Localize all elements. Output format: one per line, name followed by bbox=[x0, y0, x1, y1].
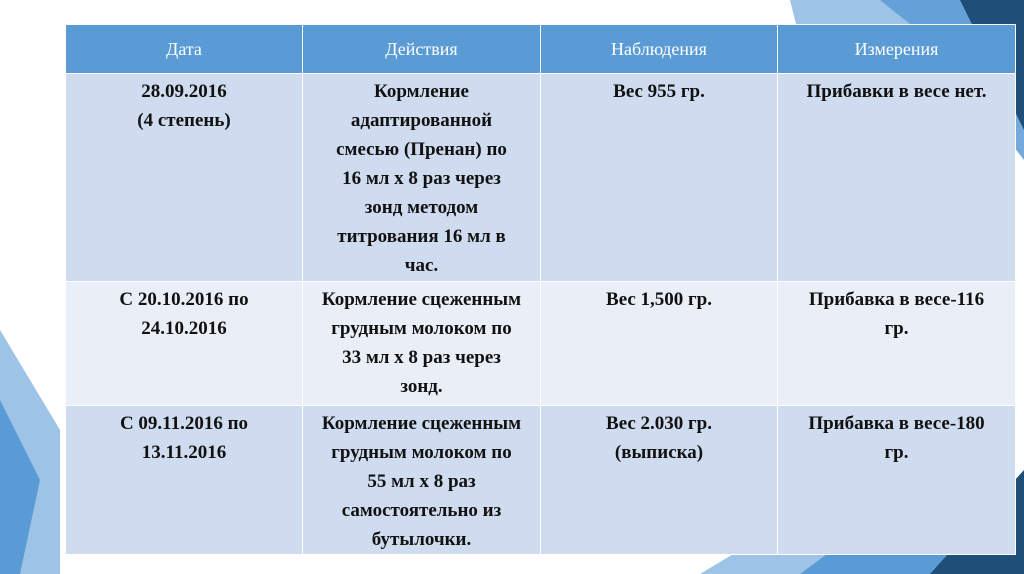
table-row bbox=[66, 74, 1016, 282]
cell-measurements-text: Прибавка в весе-116 гр. bbox=[808, 289, 985, 339]
cell-observations-text: Вес 955 гр. bbox=[613, 81, 705, 102]
column-header-observations: Наблюдения bbox=[541, 25, 778, 74]
cell-date bbox=[66, 282, 303, 406]
cell-measurements-text: Прибавка в весе-180 гр. bbox=[808, 413, 985, 463]
cell-observations bbox=[541, 406, 778, 555]
cell-actions bbox=[303, 282, 541, 406]
table-header-row bbox=[66, 25, 1016, 74]
column-header-date: Дата bbox=[66, 25, 303, 74]
cell-observations bbox=[541, 74, 778, 282]
cell-actions-text: Кормление сцеженным грудным молоком по 55 мл х 8 раз самостоятельно из бутылочки. bbox=[321, 413, 522, 550]
table-row bbox=[66, 406, 1016, 555]
cell-date-text: С 09.11.2016 по 13.11.2016 bbox=[119, 413, 249, 463]
cell-actions bbox=[303, 74, 541, 282]
cell-measurements bbox=[778, 406, 1016, 555]
cell-actions-text: Кормление адаптированной смесью (Пренан) по 16 мл х 8 раз через зонд методом титрования 16 мл в час. bbox=[336, 81, 507, 276]
cell-date bbox=[66, 74, 303, 282]
cell-date-text: 28.09.2016 (4 степень) bbox=[137, 81, 231, 131]
column-header-measurements: Измерения bbox=[778, 25, 1016, 74]
feeding-table bbox=[65, 24, 1016, 555]
cell-date bbox=[66, 406, 303, 555]
cell-actions bbox=[303, 406, 541, 555]
cell-observations-text: Вес 1,500 гр. bbox=[606, 289, 712, 310]
column-header-actions: Действия bbox=[303, 25, 541, 74]
cell-date-text: С 20.10.2016 по 24.10.2016 bbox=[119, 289, 249, 339]
cell-observations-text: Вес 2.030 гр. (выписка) bbox=[606, 413, 712, 463]
cell-observations bbox=[541, 282, 778, 406]
cell-actions-text: Кормление сцеженным грудным молоком по 33 мл х 8 раз через зонд. bbox=[321, 289, 522, 397]
cell-measurements-text: Прибавки в весе нет. bbox=[806, 81, 987, 102]
table-row bbox=[66, 282, 1016, 406]
cell-measurements bbox=[778, 282, 1016, 406]
cell-measurements bbox=[778, 74, 1016, 282]
